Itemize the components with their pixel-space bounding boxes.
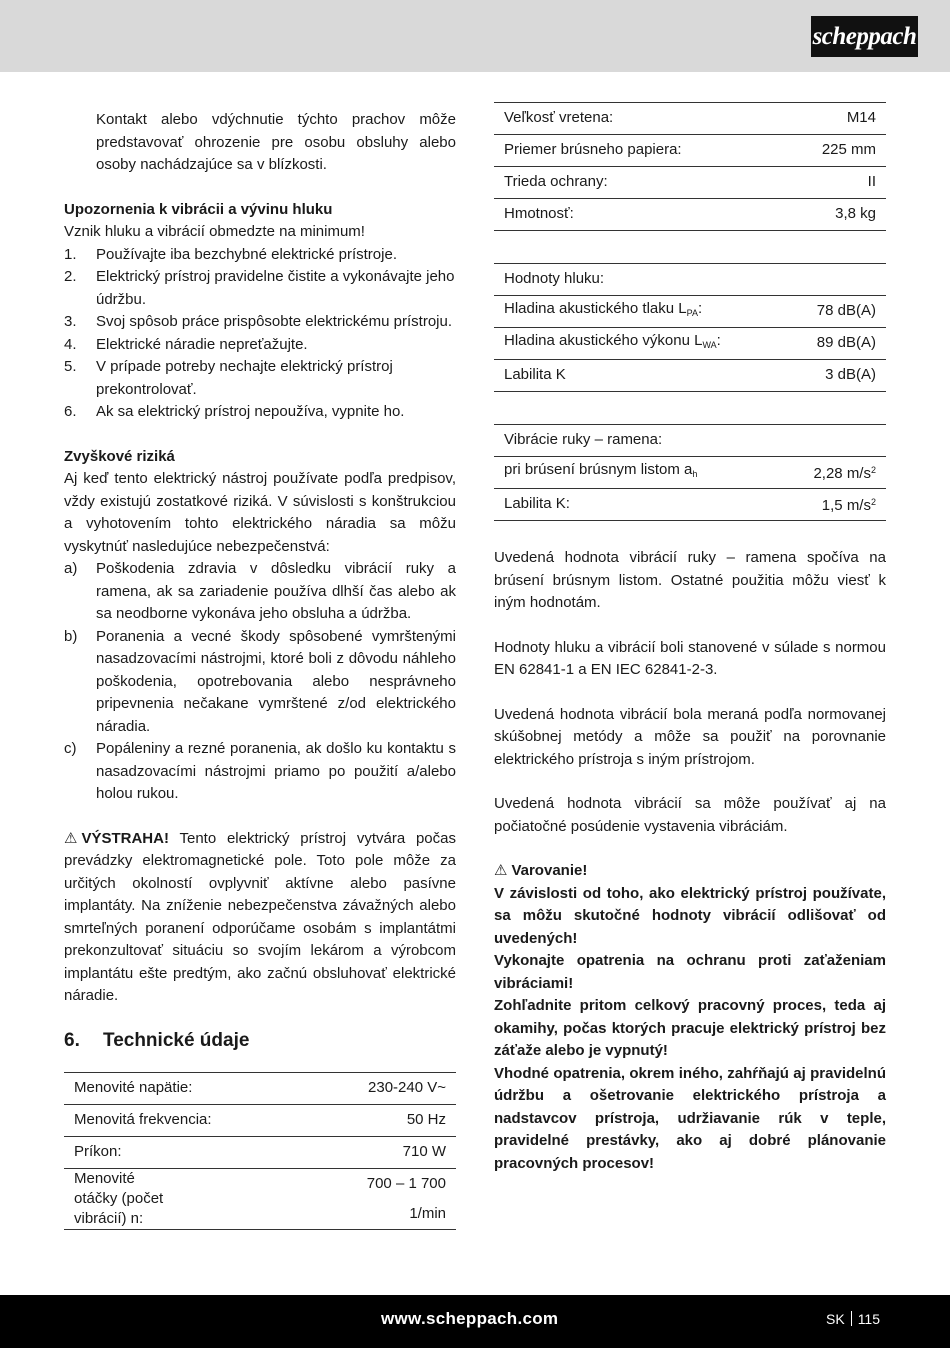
noise-table — [494, 263, 886, 392]
spec-label-suffix: : — [697, 300, 703, 318]
spec-value — [326, 1105, 456, 1137]
spec-label — [494, 296, 788, 328]
item-marker: 1. — [64, 245, 77, 263]
list-item — [64, 626, 456, 739]
spec-label-suffix: : — [716, 332, 721, 350]
list-item — [64, 334, 456, 357]
right-column — [494, 102, 886, 1175]
spec-label — [494, 360, 788, 392]
table-heading-row — [494, 425, 886, 457]
spec-value — [777, 457, 886, 489]
vibration-note-1: Uvedená hodnota vibrácií ruky – ramena spočíva na brúsení brúsnym listom. Ostatné použitia môžu viesť k iným hodnotám. — [494, 549, 886, 611]
spec-value-superscript: 2 — [870, 497, 876, 508]
spec-value-text: II — [867, 173, 876, 191]
table-row — [494, 489, 886, 521]
caution-paragraph: Vykonajte opatrenia na ochranu proti zaťaženiam vibráciami! — [494, 952, 886, 992]
item-marker: a) — [64, 560, 78, 577]
spec-label — [64, 1169, 326, 1230]
vibration-note-2: Hodnoty hluku a vibrácií boli stanovené v súlade s normou EN 62841-1 a EN IEC 62841-2-3. — [494, 638, 886, 678]
table-heading-row — [494, 264, 886, 296]
page-indicator — [826, 1311, 880, 1327]
spec-label — [64, 1105, 326, 1137]
spec-value — [326, 1169, 456, 1230]
list-item — [64, 266, 456, 311]
spec-label — [494, 199, 779, 231]
language-code: SK — [826, 1311, 845, 1327]
page-footer — [0, 1295, 950, 1348]
list-item — [64, 401, 456, 424]
item-text: V prípade potreby nechajte elektrický prístroj prekontrolovať. — [96, 358, 393, 398]
vibration-note-3: Uvedená hodnota vibrácií bola meraná podľa normovanej skúšobnej metódy a môže sa použiť na porovnanie elektrického prístroja s iným prístrojom. — [494, 705, 886, 768]
page-number: 115 — [857, 1311, 881, 1327]
residual-risks-list — [64, 558, 456, 806]
list-item — [64, 738, 456, 806]
list-item — [64, 558, 456, 626]
caution-label: Varovanie! — [511, 862, 588, 879]
spec-table-left — [64, 1072, 456, 1230]
spec-value-text: 225 mm — [821, 141, 876, 159]
spec-value-text: 230-240 V~ — [368, 1079, 446, 1097]
spec-value-text: 3 dB(A) — [825, 366, 876, 384]
vibration-intro: Vznik hluku a vibrácií obmedzte na minimum! — [64, 223, 365, 240]
list-item — [64, 356, 456, 401]
warning-triangle-icon: ⚠ — [64, 829, 78, 847]
table-row — [64, 1105, 456, 1137]
spec-label-text: pri brúsení brúsnym listom a — [504, 461, 693, 479]
website-url: www.scheppach.com — [381, 1309, 559, 1328]
warning-label: VÝSTRAHA! — [81, 829, 169, 847]
caution-text — [494, 883, 886, 1176]
vibration-heading: Upozornenia k vibrácii a vývinu hluku — [64, 200, 333, 218]
table-heading: Hodnoty hluku: — [494, 264, 886, 296]
table-row — [494, 360, 886, 392]
spec-value — [779, 135, 886, 167]
spec-label — [64, 1137, 326, 1169]
spec-label-text: Menovité napätie: — [74, 1079, 193, 1097]
caution-paragraph: Vhodné opatrenia, okrem iného, zahŕňajú aj pravidelnú údržbu a ošetrovanie elektrického prístroja a nadstavcov prístroja, udržiavanie rúk v teple, pravidelné prestávky, ako aj dobré plánovanie pracovných procesov! — [494, 1064, 886, 1172]
spec-label — [64, 1073, 326, 1105]
table-row — [494, 103, 886, 135]
table-row — [494, 296, 886, 328]
spec-label-subscript: h — [692, 469, 698, 480]
spec-label-text: Trieda ochrany: — [504, 173, 608, 191]
table-row — [494, 135, 886, 167]
item-marker: 6. — [64, 403, 77, 420]
caution-heading — [494, 860, 886, 883]
spec-label — [494, 328, 788, 360]
item-text: Poškodenia zdravia v dôsledku vibrácií ruky a ramena, ak sa zariadenie používa dlhší čas alebo ak sa neodborne vykonáva jeho obsluha a údržba. — [96, 560, 456, 622]
brand-logo: scheppach — [811, 16, 918, 57]
table-heading: Vibrácie ruky – ramena: — [494, 425, 886, 457]
section-number: 6. — [64, 1029, 80, 1051]
item-text: Používajte iba bezchybné elektrické prístroje. — [96, 245, 397, 263]
page-header — [0, 0, 950, 72]
item-marker: 3. — [64, 313, 77, 330]
spec-label-text: Menovitá frekvencia: — [74, 1111, 212, 1129]
spec-label — [494, 167, 779, 199]
vibration-note-4: Uvedená hodnota vibrácií sa môže používať aj na počiatočné posúdenie vystavenia vibráciám. — [494, 795, 886, 835]
spec-value-text: 3,8 kg — [835, 205, 876, 223]
item-marker: 5. — [64, 358, 77, 375]
spec-label-text: Hladina akustického tlaku L — [504, 300, 687, 318]
spec-value-text: 1,5 m/s — [821, 497, 871, 515]
caution-paragraph: V závislosti od toho, ako elektrický prístroj používate, sa môžu skutočné hodnoty vibrácií odlišovať od uvedených! — [494, 884, 886, 947]
list-item — [64, 244, 456, 267]
spec-label-text: Labilita K — [504, 366, 566, 384]
item-text: Elektrické náradie nepreťažujte. — [96, 335, 308, 353]
spec-value-text: 89 dB(A) — [816, 334, 876, 352]
spec-label-text: Priemer brúsneho papiera: — [504, 141, 682, 159]
vibration-list — [64, 244, 456, 424]
item-text: Poranenia a vecné škody spôsobené vymrštenými nasadzovacími nástrojmi, ktoré boli z dôvodu náhleho poškodenia, opotrebovania alebo nesprávneho pripevnenia nečakane vymrštené z/od elektrického náradia. — [96, 627, 456, 735]
spec-label — [494, 457, 777, 489]
spec-label — [494, 103, 779, 135]
spec-label-text: Labilita K: — [504, 495, 570, 513]
section-heading — [64, 1030, 456, 1053]
table-row — [494, 328, 886, 360]
spec-value — [777, 489, 886, 521]
item-marker: 4. — [64, 335, 77, 353]
item-marker: 2. — [64, 268, 77, 285]
item-text: Svoj spôsob práce prispôsobte elektrickému prístroju. — [96, 313, 453, 330]
caution-triangle-icon: ⚠ — [494, 862, 508, 879]
spec-value — [788, 296, 886, 328]
spec-label-text: Hmotnosť: — [504, 205, 574, 223]
spec-table-right — [494, 102, 886, 231]
table-row — [64, 1073, 456, 1105]
spec-value — [326, 1137, 456, 1169]
item-text: Popáleniny a rezné poranenia, ak došlo ku kontaktu s nasadzovacími nástrojmi priamo po použití a/alebo holou rukou. — [96, 740, 456, 802]
spec-value — [779, 167, 886, 199]
table-row — [494, 457, 886, 489]
spec-value-text: 50 Hz — [406, 1111, 446, 1129]
emf-warning — [64, 828, 456, 1008]
spec-value — [788, 328, 886, 360]
spec-value-text: 710 W — [402, 1143, 446, 1161]
spec-label-text: Príkon: — [74, 1143, 122, 1161]
spec-value — [779, 103, 886, 135]
residual-risks-heading: Zvyškové riziká — [64, 447, 175, 465]
vibration-table — [494, 424, 886, 521]
spec-value — [779, 199, 886, 231]
spec-label — [494, 135, 779, 167]
table-row — [64, 1137, 456, 1169]
table-row — [494, 199, 886, 231]
item-text: Elektrický prístroj pravidelne čistite a vykonávajte jeho údržbu. — [96, 268, 455, 308]
spec-label-subscript: PA — [686, 308, 698, 319]
spec-value-text: 2,28 m/s — [813, 465, 871, 483]
spec-value-superscript: 2 — [870, 465, 876, 476]
dust-warning-text: Kontakt alebo vdýchnutie týchto prachov môže predstavovať ohrozenie pre osobu obsluhy alebo osoby nachádzajúce sa v blízkosti. — [96, 111, 456, 173]
list-item — [64, 311, 456, 334]
spec-label — [494, 489, 777, 521]
item-marker: b) — [64, 627, 78, 645]
caution-paragraph: Zohľadnite pritom celkový pracovný proces, teda aj okamihy, počas ktorých pracuje elektrický prístroj bez záťaže alebo je vypnutý! — [494, 997, 886, 1059]
spec-label-subscript: WA — [702, 340, 717, 351]
item-text: Ak sa elektrický prístroj nepoužíva, vypnite ho. — [96, 403, 405, 420]
table-row — [64, 1169, 456, 1230]
table-row — [494, 167, 886, 199]
warning-text: Tento elektrický prístroj vytvára počas prevádzky elektromagnetické pole. Toto pole môže za určitých okolností ovplyvniť aktívne alebo pasívne implantáty. Na zníženie nebezpečenstva závažných alebo smrteľných poranení odporúčame osobám s implantátmi prekonzultovať situáciu so svojím lekárom a výrobcom implantátu ešte predtým, ako začnú obsluhovať elektrické náradie. — [64, 829, 456, 1004]
page-separator — [851, 1311, 852, 1326]
residual-risks-intro: Aj keď tento elektrický nástroj používate podľa predpisov, vždy existujú zostatkové riziká. V súvislosti s konštrukciou a vyhotovením tohto elektrického náradia sa môžu vyskytnúť nasledujúce nebezpečenstvá: — [64, 470, 456, 555]
spec-value-text: 78 dB(A) — [816, 302, 876, 320]
spec-label-text: Veľkosť vretena: — [504, 109, 614, 127]
section-title: Technické údaje — [103, 1029, 250, 1051]
spec-label-text: Menovité otáčky (počet vibrácií) n: — [74, 1170, 164, 1227]
item-marker: c) — [64, 740, 77, 757]
spec-value-text: 700 – 1 700 1/min — [366, 1175, 446, 1222]
spec-value — [326, 1073, 456, 1105]
spec-value — [788, 360, 886, 392]
left-column — [64, 109, 456, 1230]
spec-label-text: Hladina akustického výkonu L — [504, 332, 703, 350]
spec-value-text: M14 — [846, 109, 876, 127]
